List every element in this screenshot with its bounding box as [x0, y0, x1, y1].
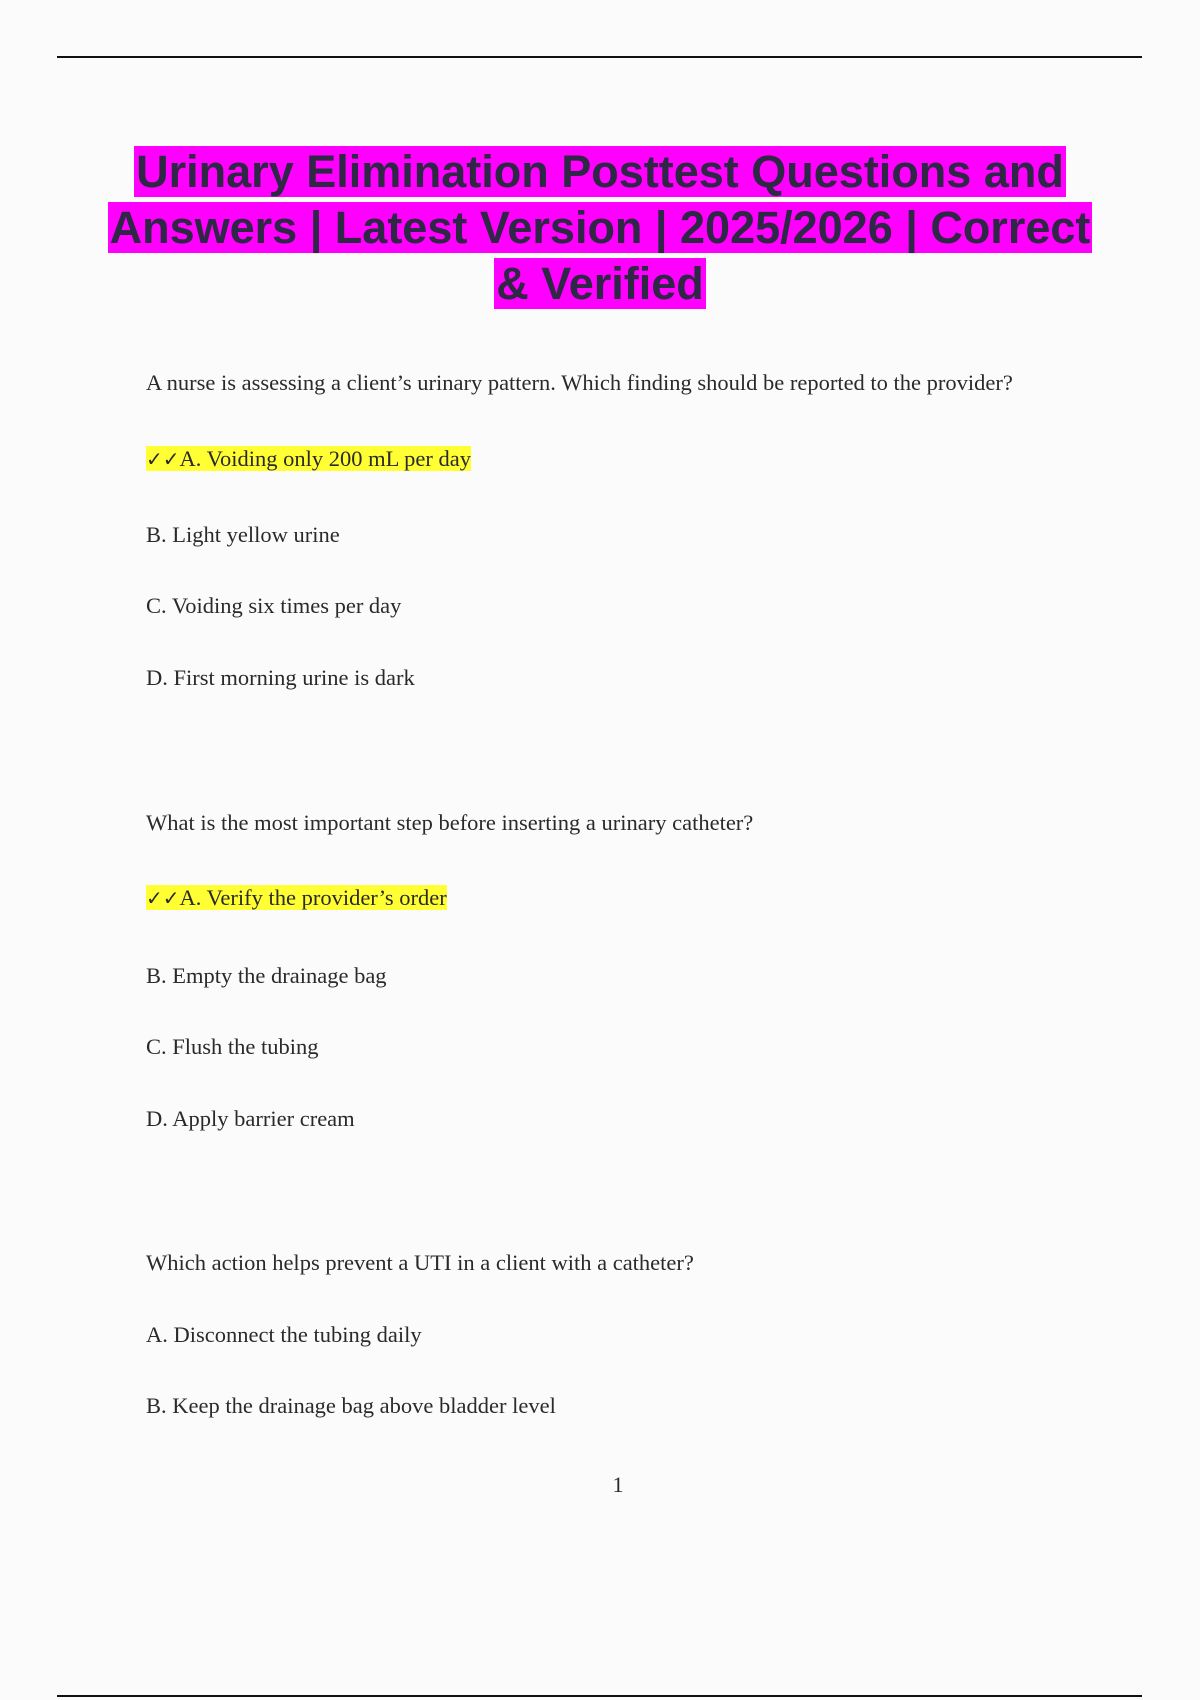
- question-prompt: A nurse is assessing a client’s urinary pattern. Which finding should be reported to the provider?: [146, 370, 1013, 395]
- page-number: 1: [612, 1472, 624, 1497]
- answer-option: B. Empty the drainage bag: [146, 963, 387, 988]
- page-title: [100, 144, 1100, 312]
- answer-option-correct: [146, 445, 471, 473]
- double-check-icon: ✓✓: [146, 447, 180, 471]
- title-highlight: Urinary Elimination Posttest Questions and Answers | Latest Version | 2025/2026 | Correct & Verified: [109, 146, 1091, 309]
- double-check-icon: ✓✓: [146, 886, 180, 910]
- answer-highlight: [146, 446, 471, 471]
- question-prompt: Which action helps prevent a UTI in a client with a catheter?: [146, 1250, 694, 1275]
- answer-option-correct: [146, 884, 447, 912]
- answer-option: D. First morning urine is dark: [146, 665, 415, 690]
- answer-option-text: A. Verify the provider’s order: [179, 885, 447, 910]
- answer-option: B. Light yellow urine: [146, 522, 340, 547]
- answer-option: D. Apply barrier cream: [146, 1106, 355, 1131]
- bottom-rule: [57, 1695, 1142, 1697]
- answer-option-text: A. Voiding only 200 mL per day: [179, 446, 471, 471]
- answer-option: C. Voiding six times per day: [146, 593, 402, 618]
- answer-highlight: [146, 885, 447, 910]
- top-rule: [57, 56, 1142, 58]
- answer-option: A. Disconnect the tubing daily: [146, 1322, 422, 1347]
- question-prompt: What is the most important step before inserting a urinary catheter?: [146, 810, 754, 835]
- answer-option: C. Flush the tubing: [146, 1034, 319, 1059]
- answer-option: B. Keep the drainage bag above bladder level: [146, 1393, 556, 1418]
